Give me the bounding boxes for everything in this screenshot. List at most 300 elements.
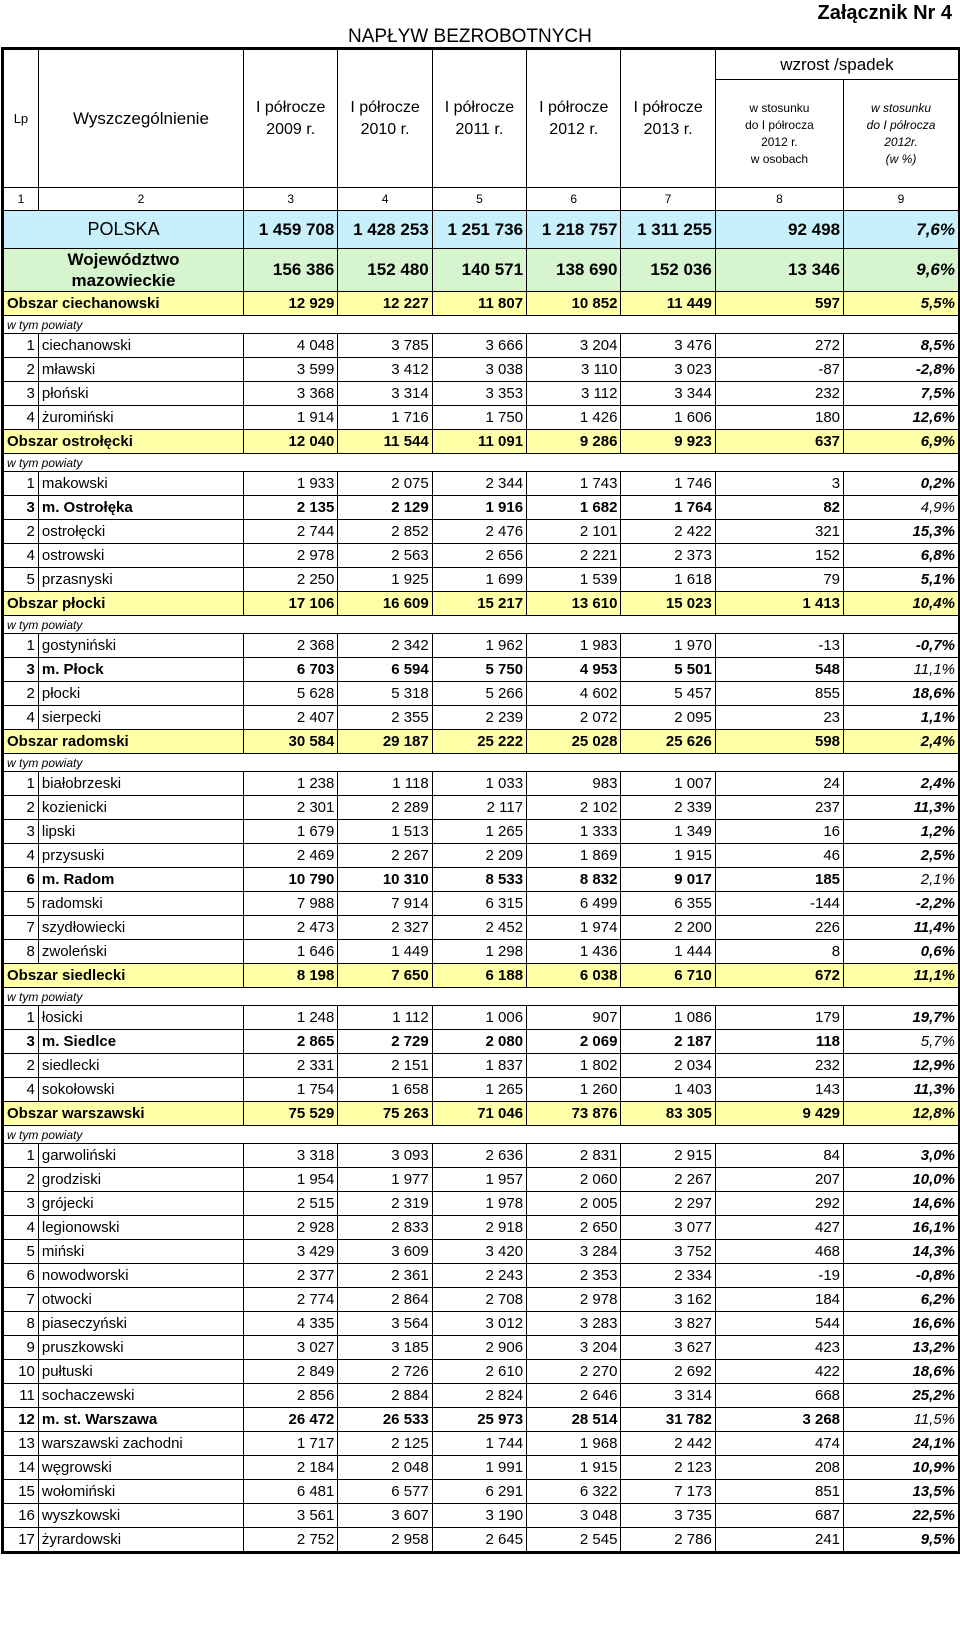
obszar-name: Obszar radomski: [4, 730, 244, 754]
row-lp: 11: [4, 1384, 39, 1408]
polska-change-pct: 7,6%: [844, 211, 959, 249]
row-value-2: 8 533: [432, 868, 526, 892]
row-value-3: 1 968: [527, 1432, 621, 1456]
row-change-abs: 423: [715, 1336, 843, 1360]
row-powiat: [4, 1054, 959, 1078]
row-powiat: [4, 682, 959, 706]
row-change-pct: 2,5%: [844, 844, 959, 868]
row-change-pct: 18,6%: [844, 1360, 959, 1384]
column-number: 4: [338, 188, 432, 211]
row-value-0: 1 954: [244, 1168, 338, 1192]
row-name: płoński: [38, 382, 243, 406]
row-polska: [4, 211, 959, 249]
row-value-2: 2 645: [432, 1528, 526, 1552]
obszar-value-3: 73 876: [527, 1102, 621, 1126]
row-value-0: 2 469: [244, 844, 338, 868]
obszar-value-4: 6 710: [621, 964, 715, 988]
row-change-abs: 851: [715, 1480, 843, 1504]
row-name: m. st. Warszawa: [38, 1408, 243, 1432]
row-value-1: 2 342: [338, 634, 432, 658]
row-name: sochaczewski: [38, 1384, 243, 1408]
row-value-3: 2 069: [527, 1030, 621, 1054]
row-value-1: 6 577: [338, 1480, 432, 1504]
row-value-3: 1 436: [527, 940, 621, 964]
row-value-2: 2 239: [432, 706, 526, 730]
row-value-2: 1 265: [432, 1078, 526, 1102]
row-value-1: 2 151: [338, 1054, 432, 1078]
row-name: m. Ostrołęka: [38, 496, 243, 520]
row-obszar: [4, 292, 959, 316]
row-change-pct: 11,4%: [844, 916, 959, 940]
polska-value-0: 1 459 708: [244, 211, 338, 249]
row-value-4: 2 034: [621, 1054, 715, 1078]
row-value-0: 3 318: [244, 1144, 338, 1168]
row-powiat: [4, 1240, 959, 1264]
row-value-0: 1 238: [244, 772, 338, 796]
header-change: wzrost /spadek: [715, 50, 958, 80]
row-change-pct: 4,9%: [844, 496, 959, 520]
row-change-abs: 474: [715, 1432, 843, 1456]
row-value-1: 2 884: [338, 1384, 432, 1408]
row-value-2: 2 117: [432, 796, 526, 820]
row-change-pct: 8,5%: [844, 334, 959, 358]
row-name: ostrowski: [38, 544, 243, 568]
obszar-value-2: 6 188: [432, 964, 526, 988]
row-value-3: 6 322: [527, 1480, 621, 1504]
obszar-change-abs: 637: [715, 430, 843, 454]
row-name: otwocki: [38, 1288, 243, 1312]
row-lp: 4: [4, 544, 39, 568]
obszar-value-2: 11 091: [432, 430, 526, 454]
header-name: Wyszczególnienie: [38, 50, 243, 188]
row-change-abs: 3: [715, 472, 843, 496]
row-lp: 16: [4, 1504, 39, 1528]
row-name: wołomiński: [38, 1480, 243, 1504]
row-name: legionowski: [38, 1216, 243, 1240]
row-value-0: 2 377: [244, 1264, 338, 1288]
row-name: żyrardowski: [38, 1528, 243, 1552]
wojewodztwo-change-pct: 9,6%: [844, 249, 959, 292]
polska-value-2: 1 251 736: [432, 211, 526, 249]
row-change-abs: 143: [715, 1078, 843, 1102]
row-name: płocki: [38, 682, 243, 706]
row-lp: 2: [4, 682, 39, 706]
row-powiat: [4, 568, 959, 592]
row-value-3: 28 514: [527, 1408, 621, 1432]
obszar-value-1: 75 263: [338, 1102, 432, 1126]
row-value-4: 2 373: [621, 544, 715, 568]
column-numbers-row: [4, 188, 959, 211]
row-lp: 1: [4, 1006, 39, 1030]
row-value-0: 2 928: [244, 1216, 338, 1240]
row-change-pct: 9,5%: [844, 1528, 959, 1552]
row-lp: 4: [4, 1216, 39, 1240]
row-value-3: 2 060: [527, 1168, 621, 1192]
row-w-tym-powiaty: [4, 1126, 959, 1144]
row-value-0: 2 135: [244, 496, 338, 520]
row-value-0: 2 849: [244, 1360, 338, 1384]
row-powiat: [4, 1456, 959, 1480]
row-powiat: [4, 1288, 959, 1312]
header-year-4-l2: 2013 r.: [643, 120, 693, 138]
obszar-change-pct: 6,9%: [844, 430, 959, 454]
row-value-0: 2 368: [244, 634, 338, 658]
obszar-value-3: 10 852: [527, 292, 621, 316]
row-lp: 17: [4, 1528, 39, 1552]
row-value-3: 1 983: [527, 634, 621, 658]
row-value-4: 3 752: [621, 1240, 715, 1264]
header-year-0: [244, 50, 338, 188]
row-lp: 4: [4, 844, 39, 868]
row-city: [4, 868, 959, 892]
w-tym-powiaty-label: w tym powiaty: [4, 1126, 959, 1144]
row-value-0: 4 335: [244, 1312, 338, 1336]
obszar-value-0: 30 584: [244, 730, 338, 754]
row-powiat: [4, 892, 959, 916]
obszar-value-3: 25 028: [527, 730, 621, 754]
row-value-0: 1 646: [244, 940, 338, 964]
row-value-4: 1 915: [621, 844, 715, 868]
row-name: węgrowski: [38, 1456, 243, 1480]
row-value-3: 2 270: [527, 1360, 621, 1384]
row-value-2: 1 033: [432, 772, 526, 796]
row-change-abs: 232: [715, 1054, 843, 1078]
row-value-1: 3 609: [338, 1240, 432, 1264]
row-value-2: 2 344: [432, 472, 526, 496]
row-value-0: 2 184: [244, 1456, 338, 1480]
row-change-pct: -0,7%: [844, 634, 959, 658]
row-value-4: 2 786: [621, 1528, 715, 1552]
row-value-1: 1 112: [338, 1006, 432, 1030]
row-value-3: 1 802: [527, 1054, 621, 1078]
row-powiat: [4, 406, 959, 430]
row-value-1: 2 958: [338, 1528, 432, 1552]
row-value-2: 2 636: [432, 1144, 526, 1168]
row-w-tym-powiaty: [4, 754, 959, 772]
row-change-abs: 226: [715, 916, 843, 940]
row-change-abs: 468: [715, 1240, 843, 1264]
row-value-1: 7 914: [338, 892, 432, 916]
row-lp: 10: [4, 1360, 39, 1384]
row-change-abs: 152: [715, 544, 843, 568]
row-value-1: 1 118: [338, 772, 432, 796]
row-value-0: 5 628: [244, 682, 338, 706]
row-powiat: [4, 472, 959, 496]
row-value-0: 2 774: [244, 1288, 338, 1312]
row-value-4: 2 339: [621, 796, 715, 820]
row-name: makowski: [38, 472, 243, 496]
row-change-pct: 11,1%: [844, 658, 959, 682]
row-change-abs: 208: [715, 1456, 843, 1480]
polska-value-4: 1 311 255: [621, 211, 715, 249]
header-change-abs-0: w stosunku: [749, 100, 810, 115]
header-change-abs-2: 2012 r.: [761, 134, 798, 149]
row-lp: 2: [4, 1168, 39, 1192]
row-change-abs: -144: [715, 892, 843, 916]
row-lp: 5: [4, 892, 39, 916]
row-change-pct: 10,0%: [844, 1168, 959, 1192]
row-powiat: [4, 1480, 959, 1504]
row-value-3: 2 831: [527, 1144, 621, 1168]
row-powiat: [4, 1078, 959, 1102]
row-value-1: 2 048: [338, 1456, 432, 1480]
row-value-3: 2 005: [527, 1192, 621, 1216]
row-name: piaseczyński: [38, 1312, 243, 1336]
row-lp: 12: [4, 1408, 39, 1432]
row-value-3: 1 743: [527, 472, 621, 496]
row-name: grodziski: [38, 1168, 243, 1192]
row-change-abs: 427: [715, 1216, 843, 1240]
row-value-2: 1 991: [432, 1456, 526, 1480]
obszar-value-3: 13 610: [527, 592, 621, 616]
row-name: sierpecki: [38, 706, 243, 730]
row-lp: 5: [4, 568, 39, 592]
row-value-2: 3 190: [432, 1504, 526, 1528]
row-powiat: [4, 844, 959, 868]
row-lp: 1: [4, 634, 39, 658]
obszar-value-0: 12 040: [244, 430, 338, 454]
header-change-pct-1: do I półrocza: [866, 117, 936, 132]
row-value-3: 2 353: [527, 1264, 621, 1288]
row-wojewodztwo: [4, 249, 959, 292]
row-w-tym-powiaty: [4, 316, 959, 334]
row-name: mławski: [38, 358, 243, 382]
header-year-2-l1: I półrocze: [444, 98, 515, 116]
row-change-abs: 46: [715, 844, 843, 868]
obszar-value-4: 25 626: [621, 730, 715, 754]
obszar-value-3: 6 038: [527, 964, 621, 988]
row-value-4: 1 444: [621, 940, 715, 964]
row-value-0: 1 679: [244, 820, 338, 844]
row-change-pct: 11,3%: [844, 1078, 959, 1102]
row-value-4: 1 970: [621, 634, 715, 658]
row-value-4: 3 077: [621, 1216, 715, 1240]
header-lp: Lp: [4, 50, 39, 188]
header-change-pct-3: (w %): [885, 151, 917, 166]
row-lp: 1: [4, 772, 39, 796]
row-change-abs: 180: [715, 406, 843, 430]
row-change-pct: 18,6%: [844, 682, 959, 706]
row-value-2: 25 973: [432, 1408, 526, 1432]
row-change-abs: 82: [715, 496, 843, 520]
row-powiat: [4, 1168, 959, 1192]
column-number: 5: [432, 188, 526, 211]
row-value-1: 3 564: [338, 1312, 432, 1336]
row-change-pct: 13,2%: [844, 1336, 959, 1360]
obszar-value-3: 9 286: [527, 430, 621, 454]
row-powiat: [4, 1216, 959, 1240]
row-value-0: 26 472: [244, 1408, 338, 1432]
row-value-1: 3 607: [338, 1504, 432, 1528]
row-value-3: 1 869: [527, 844, 621, 868]
row-value-4: 1 618: [621, 568, 715, 592]
row-value-2: 1 978: [432, 1192, 526, 1216]
row-value-4: 3 162: [621, 1288, 715, 1312]
row-value-2: 1 962: [432, 634, 526, 658]
row-value-1: 6 594: [338, 658, 432, 682]
row-value-3: 6 499: [527, 892, 621, 916]
obszar-value-4: 15 023: [621, 592, 715, 616]
row-value-3: 8 832: [527, 868, 621, 892]
column-number: 1: [4, 188, 39, 211]
header-year-4-l1: I półrocze: [633, 98, 703, 116]
row-powiat: [4, 940, 959, 964]
row-value-4: 1 007: [621, 772, 715, 796]
header-year-2: [432, 50, 526, 188]
row-change-pct: 0,2%: [844, 472, 959, 496]
row-powiat: [4, 520, 959, 544]
obszar-change-abs: 1 413: [715, 592, 843, 616]
row-powiat: [4, 382, 959, 406]
obszar-value-1: 12 227: [338, 292, 432, 316]
row-value-1: 10 310: [338, 868, 432, 892]
row-lp: 5: [4, 1240, 39, 1264]
row-value-2: 1 916: [432, 496, 526, 520]
row-w-tym-powiaty: [4, 616, 959, 634]
row-city: [4, 658, 959, 682]
row-change-pct: 3,0%: [844, 1144, 959, 1168]
row-value-2: 2 824: [432, 1384, 526, 1408]
row-obszar: [4, 592, 959, 616]
row-change-abs: 23: [715, 706, 843, 730]
row-lp: 4: [4, 706, 39, 730]
row-w-tym-powiaty: [4, 988, 959, 1006]
row-value-1: 2 563: [338, 544, 432, 568]
row-value-2: 3 420: [432, 1240, 526, 1264]
row-value-4: 6 355: [621, 892, 715, 916]
row-value-1: 1 449: [338, 940, 432, 964]
row-value-3: 3 284: [527, 1240, 621, 1264]
row-value-3: 2 102: [527, 796, 621, 820]
row-value-1: 2 125: [338, 1432, 432, 1456]
row-value-2: 5 266: [432, 682, 526, 706]
row-lp: 15: [4, 1480, 39, 1504]
row-powiat: [4, 1264, 959, 1288]
row-powiat: [4, 1504, 959, 1528]
row-lp: 14: [4, 1456, 39, 1480]
row-value-4: 3 735: [621, 1504, 715, 1528]
row-value-3: 1 333: [527, 820, 621, 844]
row-value-4: 3 827: [621, 1312, 715, 1336]
row-value-3: 1 974: [527, 916, 621, 940]
row-w-tym-powiaty: [4, 454, 959, 472]
row-value-2: 2 906: [432, 1336, 526, 1360]
row-lp: 2: [4, 1054, 39, 1078]
row-name: m. Siedlce: [38, 1030, 243, 1054]
row-value-0: 1 717: [244, 1432, 338, 1456]
row-value-3: 2 221: [527, 544, 621, 568]
row-change-pct: 6,8%: [844, 544, 959, 568]
row-obszar: [4, 964, 959, 988]
row-value-1: 2 075: [338, 472, 432, 496]
row-value-3: 2 101: [527, 520, 621, 544]
row-change-abs: 24: [715, 772, 843, 796]
row-change-pct: 19,7%: [844, 1006, 959, 1030]
w-tym-powiaty-label: w tym powiaty: [4, 754, 959, 772]
row-value-3: 1 260: [527, 1078, 621, 1102]
row-change-pct: 7,5%: [844, 382, 959, 406]
row-value-2: 1 298: [432, 940, 526, 964]
row-value-3: 907: [527, 1006, 621, 1030]
column-number: 7: [621, 188, 715, 211]
obszar-change-abs: 9 429: [715, 1102, 843, 1126]
row-value-4: 2 095: [621, 706, 715, 730]
row-name: ostrołęcki: [38, 520, 243, 544]
row-value-3: 3 283: [527, 1312, 621, 1336]
row-name: garwoliński: [38, 1144, 243, 1168]
w-tym-powiaty-label: w tym powiaty: [4, 988, 959, 1006]
row-value-0: 2 856: [244, 1384, 338, 1408]
row-value-2: 3 038: [432, 358, 526, 382]
row-value-0: 3 429: [244, 1240, 338, 1264]
wojewodztwo-value-0: 156 386: [244, 249, 338, 292]
row-value-1: 2 864: [338, 1288, 432, 1312]
row-lp: 1: [4, 334, 39, 358]
row-value-1: 2 327: [338, 916, 432, 940]
row-value-2: 2 918: [432, 1216, 526, 1240]
obszar-value-4: 11 449: [621, 292, 715, 316]
row-value-1: 1 716: [338, 406, 432, 430]
table-body: [4, 211, 959, 1552]
w-tym-powiaty-label: w tym powiaty: [4, 454, 959, 472]
row-change-pct: 1,2%: [844, 820, 959, 844]
row-value-0: 1 914: [244, 406, 338, 430]
row-value-4: 5 457: [621, 682, 715, 706]
row-change-abs: 3 268: [715, 1408, 843, 1432]
row-value-1: 1 513: [338, 820, 432, 844]
wojewodztwo-value-1: 152 480: [338, 249, 432, 292]
row-change-pct: 24,1%: [844, 1432, 959, 1456]
row-city: [4, 496, 959, 520]
row-value-4: 1 764: [621, 496, 715, 520]
row-value-4: 1 746: [621, 472, 715, 496]
row-value-4: 2 442: [621, 1432, 715, 1456]
obszar-value-0: 12 929: [244, 292, 338, 316]
row-value-4: 2 267: [621, 1168, 715, 1192]
row-city: [4, 1030, 959, 1054]
header-change-pct-0: w stosunku: [871, 100, 932, 115]
row-value-1: 2 267: [338, 844, 432, 868]
row-value-0: 7 988: [244, 892, 338, 916]
row-name: ciechanowski: [38, 334, 243, 358]
row-value-2: 3 353: [432, 382, 526, 406]
wojewodztwo-value-2: 140 571: [432, 249, 526, 292]
obszar-value-2: 25 222: [432, 730, 526, 754]
row-name: miński: [38, 1240, 243, 1264]
row-value-4: 2 915: [621, 1144, 715, 1168]
row-value-0: 6 703: [244, 658, 338, 682]
row-value-1: 3 185: [338, 1336, 432, 1360]
row-value-1: 5 318: [338, 682, 432, 706]
row-change-pct: -2,2%: [844, 892, 959, 916]
row-value-0: 3 368: [244, 382, 338, 406]
row-name: pruszkowski: [38, 1336, 243, 1360]
row-value-0: 4 048: [244, 334, 338, 358]
row-change-abs: 687: [715, 1504, 843, 1528]
header-year-0-l1: I półrocze: [256, 98, 326, 116]
row-value-2: 2 209: [432, 844, 526, 868]
row-change-pct: 5,7%: [844, 1030, 959, 1054]
row-value-4: 2 334: [621, 1264, 715, 1288]
data-table: [3, 49, 959, 1552]
obszar-value-0: 75 529: [244, 1102, 338, 1126]
wojewodztwo-name-l1: Województwo: [67, 250, 180, 269]
row-change-abs: 16: [715, 820, 843, 844]
row-change-pct: 6,2%: [844, 1288, 959, 1312]
row-city: [4, 1408, 959, 1432]
row-lp: 7: [4, 1288, 39, 1312]
obszar-change-pct: 12,8%: [844, 1102, 959, 1126]
